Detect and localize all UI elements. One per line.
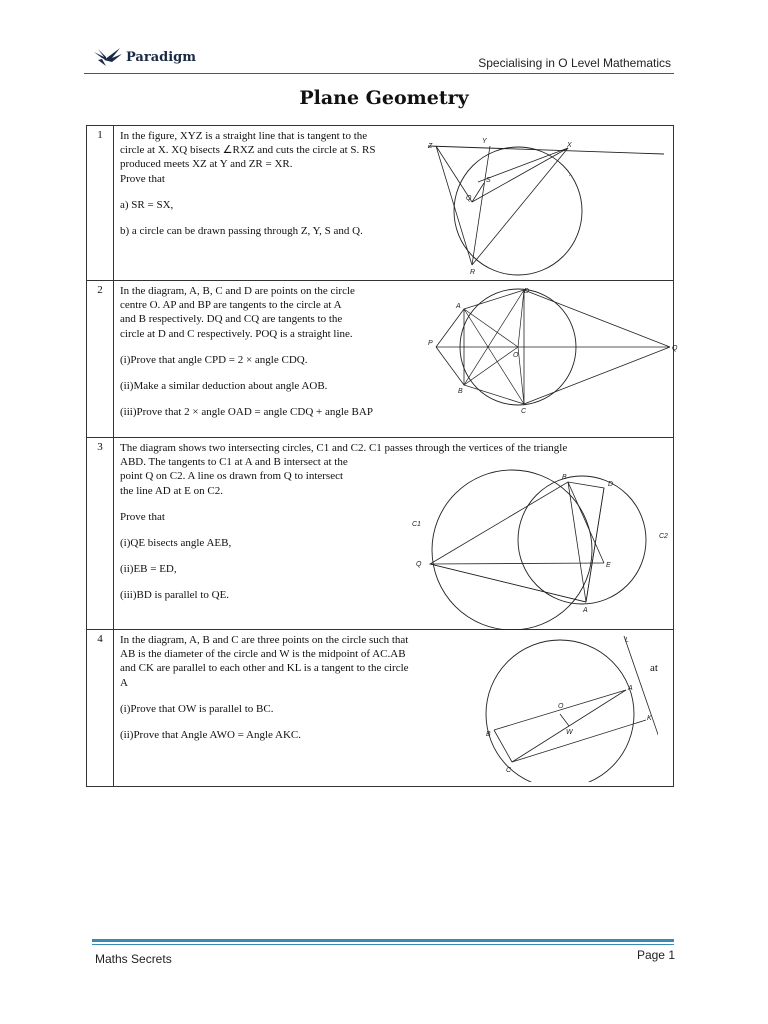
figure-label: Q: [672, 345, 678, 352]
question-text: [120, 129, 416, 238]
figure-label: C2: [659, 533, 668, 540]
figure-label: L: [625, 637, 629, 644]
text-line: b) a circle can be drawn passing through Z, Y, S and Q.: [120, 225, 363, 238]
text-line: centre O. AP and BP are tangents to the circle at A: [120, 299, 342, 312]
text-line: (ii)Make a similar deduction about angle AOB.: [120, 380, 328, 393]
text-line: and B respectively. DQ and CQ are tangents to the: [120, 313, 343, 326]
text-line: A: [120, 676, 128, 689]
question-row-3: [87, 438, 674, 630]
text-line: a) SR = SX,: [120, 198, 174, 211]
figure-label: E: [606, 562, 611, 569]
figure-label: K: [647, 715, 652, 722]
text-line: (i)Prove that angle CPD = 2 × angle CDQ.: [120, 353, 308, 366]
text-line: The diagram shows two intersecting circles, C1 and C2. C1 passes through the vertices of the triangle: [120, 442, 568, 454]
text-line: Prove that: [120, 510, 165, 523]
header-tagline: Specialising in O Level Mathematics: [478, 56, 671, 70]
text-line: (ii)EB = ED,: [120, 563, 177, 576]
figure-label: O: [513, 352, 519, 359]
figure-4: [478, 634, 658, 782]
figure-label: W: [566, 729, 573, 736]
figure-label: Q: [466, 195, 472, 202]
figure-label: Z: [428, 143, 433, 150]
text-line: circle at D and C respectively. POQ is a straight line.: [120, 327, 353, 340]
figure-label: A: [583, 607, 588, 614]
figure-label: R: [470, 269, 476, 276]
figure-label: C1: [412, 521, 421, 528]
question-row-2: [87, 281, 674, 438]
footer-left: Maths Secrets: [95, 952, 172, 966]
text-line: (i)Prove that OW is parallel to BC.: [120, 702, 274, 715]
questions-table: [86, 125, 678, 787]
text-line: the line AD at E on C2.: [120, 484, 223, 497]
question-body: [114, 126, 674, 281]
figure-label: .: [569, 171, 571, 178]
figure-label: A: [628, 685, 633, 692]
wings-icon: [84, 46, 122, 68]
question-number: 4: [87, 630, 114, 787]
figure-label: B: [486, 731, 491, 738]
text-line: AB is the diameter of the circle and W is the midpoint of AC.AB: [120, 648, 406, 661]
figure-label: A: [456, 303, 461, 310]
figure-label: P: [428, 340, 433, 347]
text-line: produced meets XZ at Y and ZR = XR.: [120, 158, 293, 171]
figure-label: O: [558, 703, 564, 710]
figure-label: S: [486, 177, 491, 184]
footer-divider: [92, 939, 674, 942]
question-body: [114, 438, 674, 630]
question-row-1: [87, 126, 674, 281]
footer-divider-thin: [92, 944, 674, 945]
figure-label: C: [521, 408, 527, 415]
figure-label: C: [506, 767, 512, 774]
text-line: and CK are parallel to each other and KL is a tangent to the circle: [120, 662, 409, 675]
header-divider: [84, 73, 674, 74]
figure-label: Y: [482, 138, 487, 145]
text-line: In the figure, XYZ is a straight line that is tangent to the: [120, 130, 368, 142]
figure-2: [418, 287, 688, 417]
figure-label: D: [524, 288, 530, 295]
question-text: [120, 284, 416, 419]
page-number: Page 1: [636, 948, 675, 962]
brand-logo: [84, 44, 196, 70]
figure-label: Q: [416, 561, 422, 568]
text-line: (ii)Prove that Angle AWO = Angle AKC.: [120, 729, 302, 742]
figure-label: B: [458, 388, 463, 395]
question-number: 2: [87, 281, 114, 438]
question-text: [120, 633, 480, 742]
figure-label: D: [608, 481, 614, 488]
text-line: In the diagram, A, B, C and D are points on the circle: [120, 285, 355, 297]
text-line: (iii)BD is parallel to QE.: [120, 589, 230, 602]
text-line: (i)QE bisects angle AEB,: [120, 537, 232, 550]
figure-label: B: [562, 474, 567, 481]
question-number: 3: [87, 438, 114, 630]
figure-1: [428, 134, 668, 280]
question-row-4: [87, 630, 674, 787]
text-line: point Q on C2. A line os drawn from Q to intersect: [120, 470, 344, 483]
text-line: ABD. The tangents to C1 at A and B intersect at the: [120, 456, 348, 469]
figure-3: [412, 468, 682, 630]
text-at: at: [650, 662, 658, 674]
question-body: [114, 630, 674, 787]
question-number: 1: [87, 126, 114, 281]
text-line: Prove that: [120, 172, 165, 185]
figure-label: X: [567, 142, 572, 149]
text-line: (iii)Prove that 2 × angle OAD = angle CDQ + angle BAP: [120, 406, 373, 419]
page-title: Plane Geometry: [299, 87, 469, 109]
question-body: [114, 281, 678, 438]
text-line: In the diagram, A, B and C are three points on the circle such that: [120, 634, 409, 646]
brand-name: Paradigm: [126, 49, 196, 65]
text-line: circle at X. XQ bisects ∠RXZ and cuts the circle at S. RS: [120, 144, 376, 157]
